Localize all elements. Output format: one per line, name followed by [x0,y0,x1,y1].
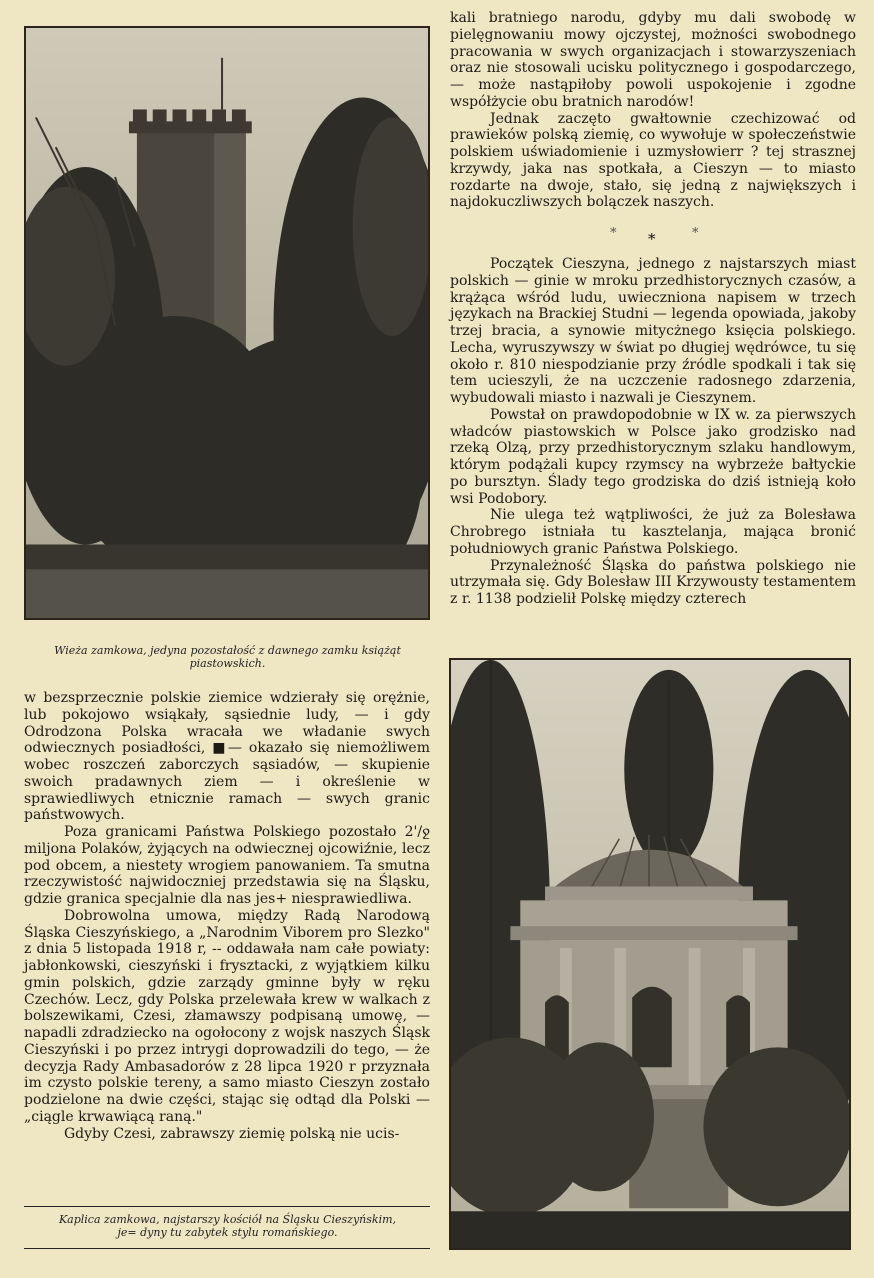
paragraph: w bezsprzecznie polskie ziemice wdzierały się orężnie, lub pokojowo wsiąkały, sąsiednie ludy, — i gdy Odrodzona Polska wracała we władanie swych odwiecznych posiadłości, ■— okazało się niemożliwem wobec roszczeń zaborczych sąsiadów, — skupienie swoich pradawnych ziem — i określenie w sprawiedliwych etnicznie ramach — swych granic państwowych. [24,690,430,824]
paragraph: Początek Cieszyna, jednego z najstarszych miast polskich — ginie w mroku przedhistorycznych czasów, a krążąca wśród ludu, uwieczniona napisem w trzech językach na Brackiej Studni — legenda opowiada, jakoby trzej bracia, a synowie mitycżnego księcia polskiego. Lecha, wyruszywszy w świat po długiej wędrówce, tu się około r. 810 niespodzianie przy źródle spodkali i tak się tem ucieszyli, że na uczczenie radosnego zdarzenia, wybudowali miasto i nazwali je Cieszynem. [450,256,856,406]
tower-photo [24,26,430,620]
paragraph: Gdyby Czesi, zabrawszy ziemię polską nie ucis- [64,1125,400,1142]
section-separator [450,226,856,248]
chapel-photo [449,658,851,1250]
separator-star: * [648,230,656,248]
paragraph: Dobrowolna umowa, między Radą Narodową Śląska Cieszyńskiego, a „Narodnim Viborem pro Slezko" z dnia 5 listopada 1918 r, -- oddawała nam całe powiaty: jabłonkowski, cieszyński i frysztacki, z wyjątkiem kilku gmin polskich, gdzie zarządy gminne były w ręku Czechów. Lecz, gdy Polska przelewała krew w walkach z bolszewikami, Czesi, złamawszy podpisaną umowę, — napadli zdradziecko na ogołocony z wojsk naszych Śląsk Cieszyński i po przez intrygi doprowadzili do tego, — że decyzja Rady Ambasadorów z 28 lipca 1920 r przyznała im czysto polskie tereny, a samo miasto Cieszyn zostało podzielone na dwie części, stając się odtąd dla Polski — „ciągle krwawiącą raną." [24,907,430,1125]
paragraph: Poza granicami Państwa Polskiego pozostało 2'/ջ miljona Polaków, żyjących na odwiecznej ojcowiźnie, lecz pod obcem, a niestety wrogiem panowaniem. Ta smutna rzeczywistość najwidoczniej przedstawia się na Śląsku, gdzie granica specjalnie dla nas jes+ niesprawiedliwa. [24,824,430,907]
caption-top-rule [24,1206,430,1207]
tower-photo-illustration [26,28,428,618]
paragraph: Nie ulega też wątpliwości, że już za Bolesława Chrobrego istniała tu kasztelanja, mająca bronić południowych granic Państwa Polskiego. [450,507,856,557]
paragraph: Jednak zaczęto gwałtownie czechizować od prawieków polską ziemię, co wywołuje w społeczeństwie polskiem uświadomienie i uzmysłowierr ? tej strasznej krzywdy, jaka nas spotkała, a Cieszyn — to miasto rozdarte na dwoje, stało, się jedną z największych i najdokuczliwszych bolączek naszych. [450,110,856,211]
caption-bottom-rule [24,1248,430,1249]
tower-photo-caption: Wieża zamkowa, jedyna pozostałość z dawnego zamku książąt piastowskich. [54,644,401,670]
right-column-top [450,10,856,211]
paragraph: Powstał on prawdopodobnie w IX w. za pierwszych władców piastowskich w Polsce jako grodzisko nad rzeką Olzą, przy przedhistorycznym szlaku handlowym, którym podążali kupcy rzymscy na wybrzeże bałtyckie po bursztyn. Ślady tego grodziska do dziś istnieją koło wsi Podobory. [450,406,856,507]
paragraph: kali bratniego narodu, gdyby mu dali swobodę w pielęgnowaniu mowy ojczystej, możności swobodnego pracowania w swych organizacjach i stowarzyszeniach oraz nie stosowali ucisku politycznego i gospodarczego, — może nastąpiłoby powoli uspokojenie i zgodne współżycie obu bratnich narodów! [450,10,856,110]
right-column-middle [450,256,856,608]
left-column [24,690,430,1142]
separator-star: * [610,226,617,241]
paragraph: Przynależność Śląska do państwa polskiego nie utrzymała się. Gdy Bolesław III Krzywousty testamentem z r. 1138 podzielił Polskę między czterech [450,557,856,607]
chapel-photo-caption: Kaplica zamkowa, najstarszy kościół na Śląsku Cieszyńskim, je= dyny tu zabytek stylu romańskiego. [58,1213,397,1239]
separator-star: * [692,226,699,241]
chapel-photo-illustration [451,660,849,1248]
